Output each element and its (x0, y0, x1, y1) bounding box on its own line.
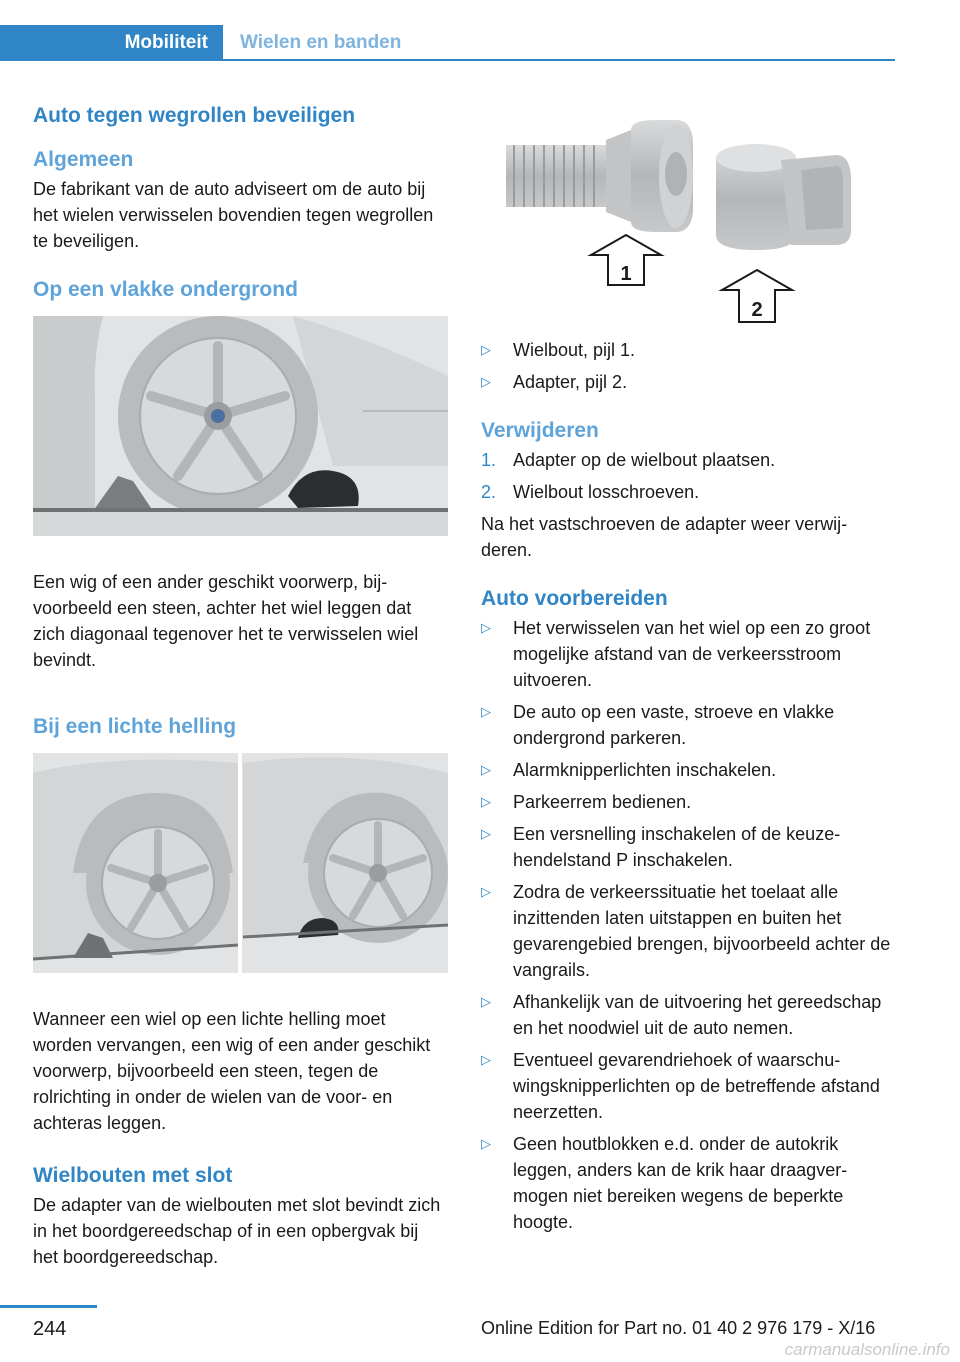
triangle-bullet-icon: ▷ (481, 620, 491, 635)
figure-label-2: 2 (751, 299, 763, 321)
prepare-list (481, 615, 891, 1235)
prepare-heading: Auto voorbereiden (481, 587, 668, 610)
slope-illustration (33, 753, 448, 973)
list-item: ▷ Parkeerrem bedienen. (481, 789, 891, 815)
general-heading: Algemeen (33, 148, 134, 171)
tab-mobiliteit[interactable]: Mobiliteit (0, 25, 223, 61)
list-item: ▷ Afhankelijk van de uitvoering het gereedschap en het noodwiel uit de auto nemen. (481, 989, 891, 1041)
triangle-bullet-icon: ▷ (481, 704, 491, 719)
flat-ground-illustration (33, 316, 448, 536)
remove-steps (481, 447, 891, 505)
triangle-bullet-icon: ▷ (481, 826, 491, 841)
general-text: De fabrikant van de auto adviseert om de auto bij het wielen verwisselen bovendien tegen wegrollen te beveiligen. (33, 179, 434, 251)
slope-heading: Bij een lichte helling (33, 715, 237, 738)
lockbolt-heading: Wielbouten met slot (33, 1164, 233, 1187)
list-item: ▷ Het verwisselen van het wiel op een zo groot mogelijke afstand van de verkeersstroom uitvoeren. (481, 615, 891, 693)
list-item: ▷ Zodra de verkeerssituatie het toelaat alle inzittenden laten uitstappen en buiten het gevarengebied brengen, bijvoorbeeld achter de vangrails. (481, 879, 891, 983)
tab-wielen-en-banden[interactable]: Wielen en banden (240, 32, 402, 53)
lockbolt-text: De adapter van de wielbouten met slot bevindt zich in het boordgereedschap of in een opbergvak bij het boordgereedschap. (33, 1195, 441, 1267)
triangle-bullet-icon: ▷ (481, 342, 491, 357)
remove-note: Na het vastschroeven de adapter weer verwijderen. (481, 514, 848, 560)
left-column (33, 100, 448, 1270)
section-title: Auto tegen wegrollen beveiligen (33, 104, 356, 127)
figure-label-1: 1 (620, 263, 632, 285)
page-number: 244 (33, 1318, 67, 1340)
triangle-bullet-icon: ▷ (481, 762, 491, 777)
flat-ground-text: Een wig of een ander geschikt voorwerp, bijvoorbeeld een steen, achter het wiel leggen dat zich diagonaal tegenover het te verwisselen wiel bevindt. (33, 572, 419, 670)
triangle-bullet-icon: ▷ (481, 1052, 491, 1067)
list-item: 2. Wielbout losschroeven. (481, 482, 700, 502)
triangle-bullet-icon: ▷ (481, 374, 491, 389)
watermark: carmanualsonline.info (784, 1340, 950, 1359)
triangle-bullet-icon: ▷ (481, 794, 491, 809)
right-column (481, 100, 891, 1241)
list-item: ▷ Geen houtblokken e.d. onder de autokrik leggen, anders kan de krik haar draagvermogen niet bereiken wegens de beperkte hoogte. (481, 1131, 891, 1235)
page-header (0, 25, 895, 61)
list-item: ▷ Een versnelling inschakelen of de keuzehendelstand P inschakelen. (481, 821, 891, 873)
triangle-bullet-icon: ▷ (481, 1136, 491, 1151)
triangle-bullet-icon: ▷ (481, 994, 491, 1009)
remove-heading: Verwijderen (481, 419, 599, 442)
triangle-bullet-icon: ▷ (481, 884, 491, 899)
list-item: ▷ Alarmknipperlichten inschakelen. (481, 757, 891, 783)
slope-text: Wanneer een wiel op een lichte helling moet worden vervangen, een wig of een ander geschikt voorwerp, bijvoorbeeld een steen, tegen de rolrichting in onder de wielen van de voor- en achteras leggen. (33, 1009, 431, 1133)
header-rule (223, 59, 895, 61)
edition-text: Online Edition for Part no. 01 40 2 976 179 - X/16 (481, 1318, 876, 1338)
lockbolt-adapter-illustration (481, 100, 891, 325)
list-item: ▷ Adapter, pijl 2. (481, 369, 891, 395)
footer-rule (0, 1305, 97, 1308)
list-item: 1. Adapter op de wielbout plaatsen. (481, 450, 776, 470)
parts-list (481, 337, 891, 395)
list-item: ▷ Wielbout, pijl 1. (481, 337, 891, 363)
list-item: ▷ De auto op een vaste, stroeve en vlakke ondergrond parkeren. (481, 699, 891, 751)
flat-ground-heading: Op een vlakke ondergrond (33, 278, 298, 301)
list-item: ▷ Eventueel gevarendriehoek of waarschuwingsknipperlichten op de betreffende afstand neerzetten. (481, 1047, 891, 1125)
